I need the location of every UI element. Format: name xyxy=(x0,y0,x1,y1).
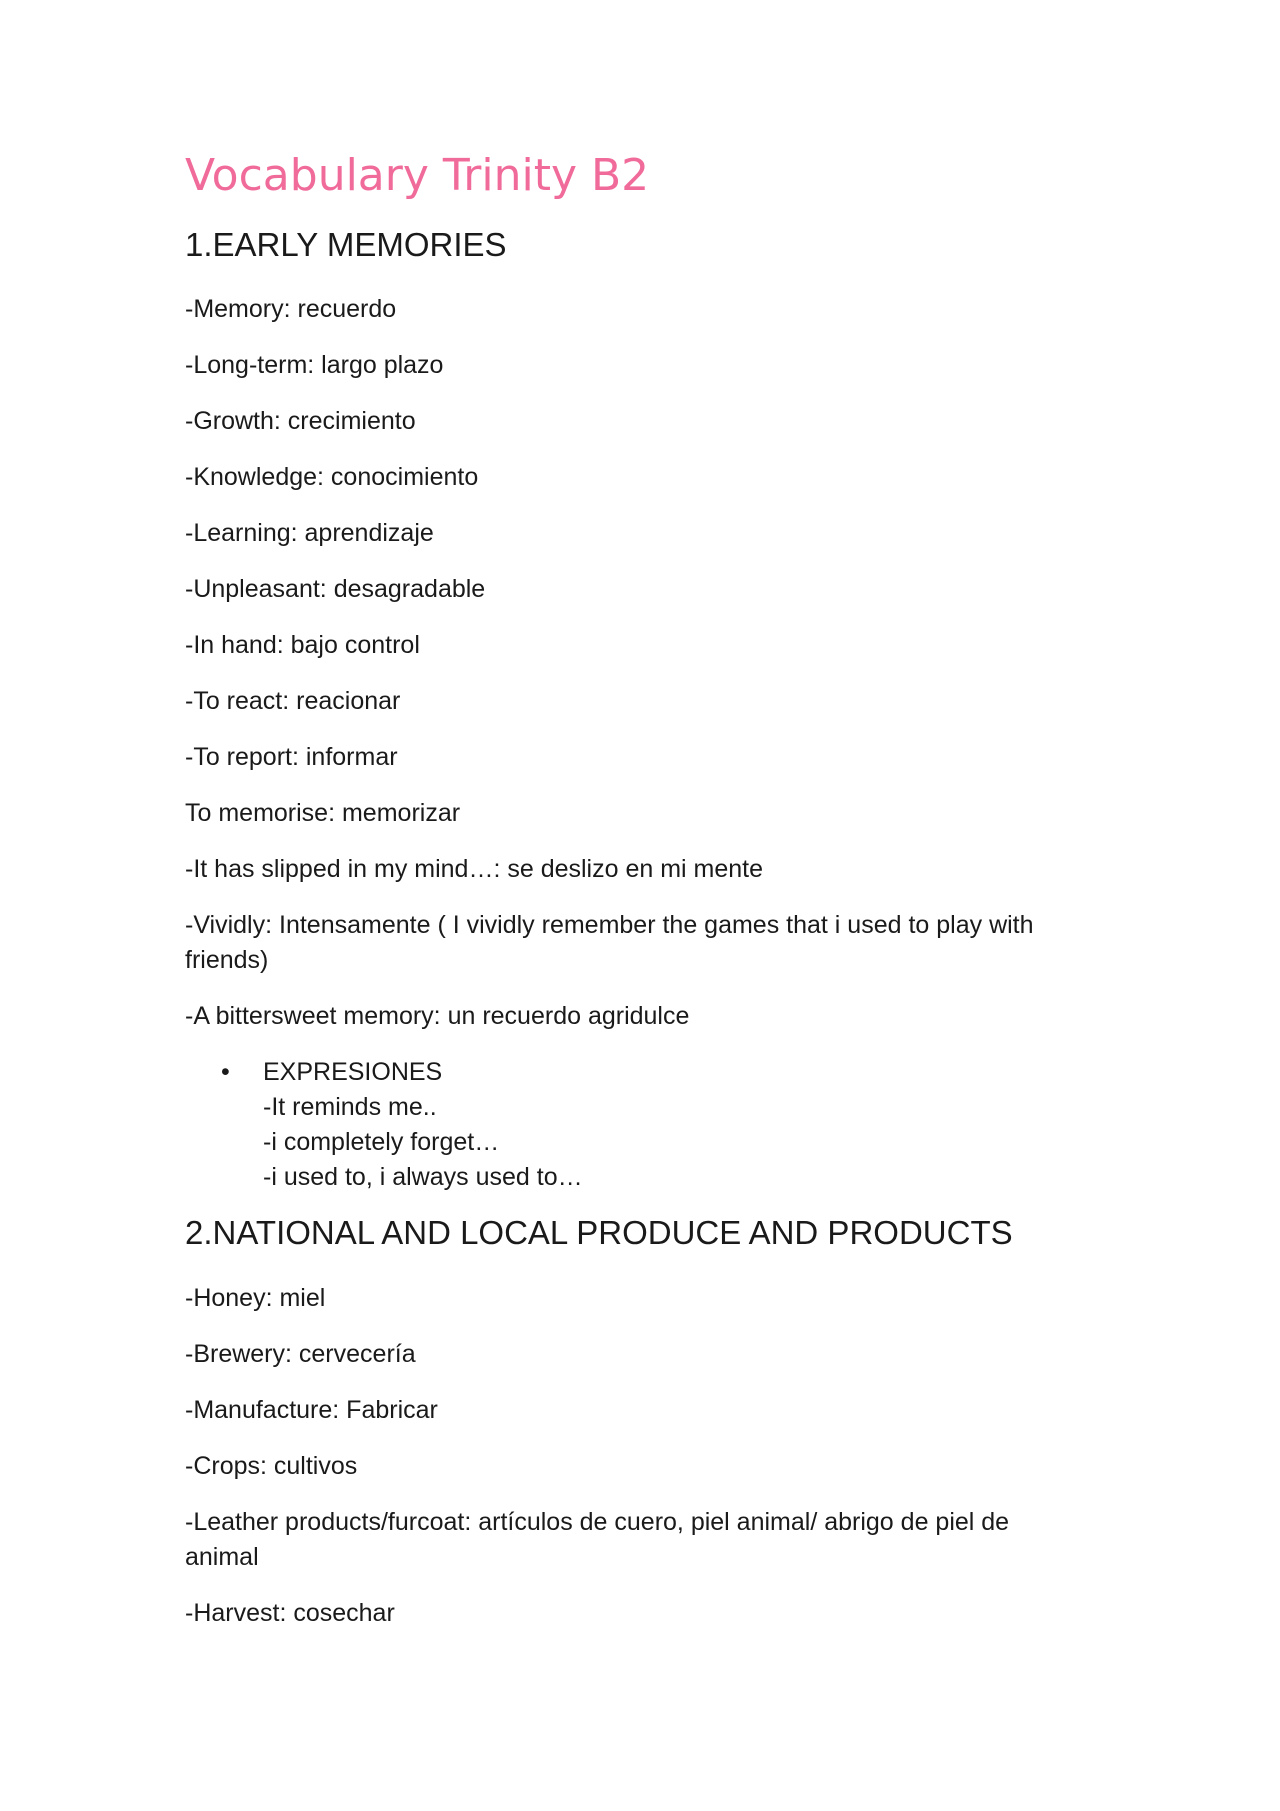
list-item: -Long-term: largo plazo xyxy=(185,351,444,380)
list-item: -Crops: cultivos xyxy=(185,1451,358,1480)
list-item: -Vividly: Intensamente ( I vividly remember the games that i used to play with friends) xyxy=(185,911,1034,975)
list-item: -Leather products/furcoat: artículos de cuero, piel animal/ abrigo de piel de animal xyxy=(185,1507,1010,1571)
list-item: -Knowledge: conocimiento xyxy=(185,463,479,492)
list-item: -In hand: bajo control xyxy=(185,631,420,660)
list-item: -Unpleasant: desagradable xyxy=(185,575,486,604)
expression-line: -It reminds me.. xyxy=(263,1093,437,1122)
document-page xyxy=(185,140,1085,1652)
list-item: -Learning: aprendizaje xyxy=(185,519,434,548)
section-heading-national-local-produce: 2.NATIONAL AND LOCAL PRODUCE AND PRODUCTS xyxy=(185,1214,1013,1252)
list-item: -It has slipped in my mind…: se deslizo en mi mente xyxy=(185,855,764,884)
list-item: -Growth: crecimiento xyxy=(185,407,416,436)
section-heading-early-memories: 1.EARLY MEMORIES xyxy=(185,225,507,263)
vocabulary-list-produce xyxy=(185,1281,1085,1631)
bullet-icon: • xyxy=(221,1058,230,1087)
expression-line: -i used to, i always used to… xyxy=(263,1163,583,1192)
expressions-label: EXPRESIONES xyxy=(263,1058,443,1087)
expression-line: -i completely forget… xyxy=(263,1128,500,1157)
list-item: -Manufacture: Fabricar xyxy=(185,1395,438,1424)
list-item: -To react: reacionar xyxy=(185,687,401,716)
list-item: -Harvest: cosechar xyxy=(185,1598,395,1627)
list-item: -Memory: recuerdo xyxy=(185,295,397,324)
expressions-bullet-item xyxy=(221,1055,1085,1195)
list-item: -A bittersweet memory: un recuerdo agridulce xyxy=(185,1002,690,1031)
list-item: To memorise: memorizar xyxy=(185,799,461,828)
document-title: Vocabulary Trinity B2 xyxy=(185,150,650,201)
list-item: -Brewery: cervecería xyxy=(185,1339,416,1368)
list-item: -To report: informar xyxy=(185,743,398,772)
vocabulary-list-early-memories xyxy=(185,292,1085,1034)
list-item: -Honey: miel xyxy=(185,1283,326,1312)
